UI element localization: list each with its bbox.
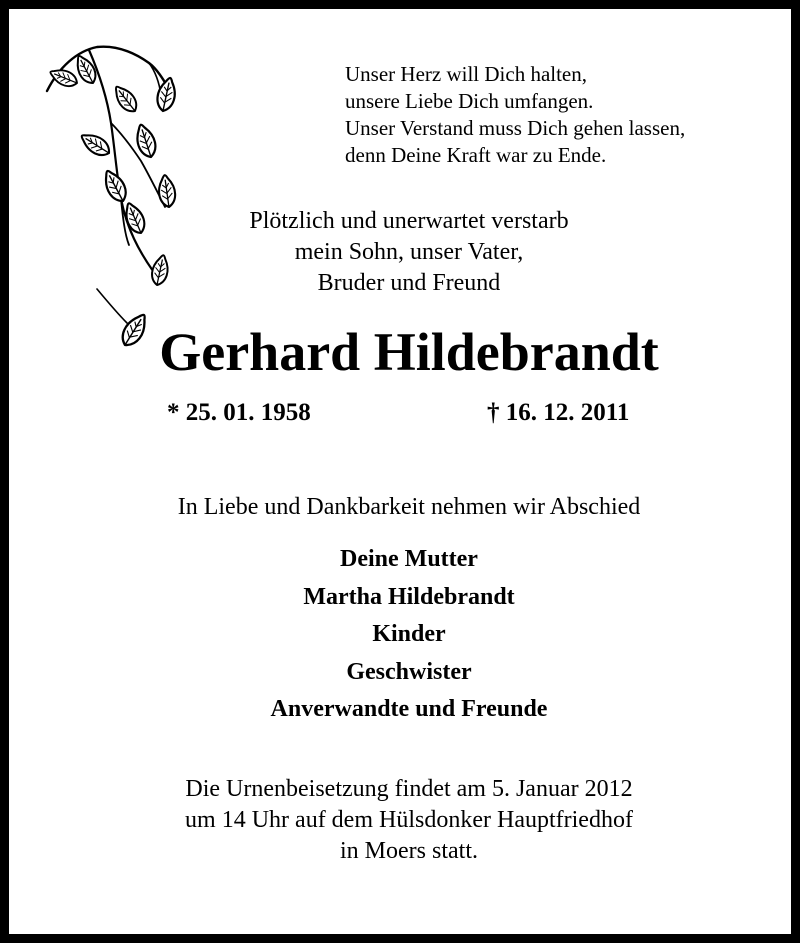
birth-date: * 25. 01. 1958 [167, 399, 311, 426]
deceased-name: Gerhard Hildebrandt [159, 322, 659, 382]
burial-line: Die Urnenbeisetzung findet am 5. Januar 2012 [185, 776, 633, 802]
birch-branch-icon [37, 39, 207, 359]
poem [345, 61, 685, 169]
poem-line: Unser Herz will Dich halten, [345, 62, 588, 86]
poem-line: Unser Verstand muss Dich gehen lassen, [345, 116, 686, 140]
mourner: Kinder [372, 621, 446, 647]
farewell-line: In Liebe und Dankbarkeit nehmen wir Abschied [177, 494, 641, 520]
burial-line: um 14 Uhr auf dem Hülsdonker Hauptfriedhof [185, 807, 633, 833]
mourner: Geschwister [346, 658, 472, 685]
burial-info [9, 774, 800, 867]
poem-line: unsere Liebe Dich umfangen. [345, 89, 594, 113]
mourners-list [9, 541, 800, 729]
death-announcement [159, 206, 659, 299]
announcement-line: Bruder und Freund [317, 270, 501, 296]
mourner: Anverwandte und Freunde [270, 696, 548, 722]
death-date: † 16. 12. 2011 [487, 399, 630, 426]
mourner: Deine Mutter [340, 546, 478, 572]
announcement-line: Plötzlich und unerwartet verstarb [249, 208, 569, 234]
burial-line: in Moers statt. [340, 838, 478, 864]
mourner: Martha Hildebrandt [303, 583, 515, 610]
announcement-line: mein Sohn, unser Vater, [294, 239, 524, 265]
poem-line: denn Deine Kraft war zu Ende. [345, 143, 607, 167]
